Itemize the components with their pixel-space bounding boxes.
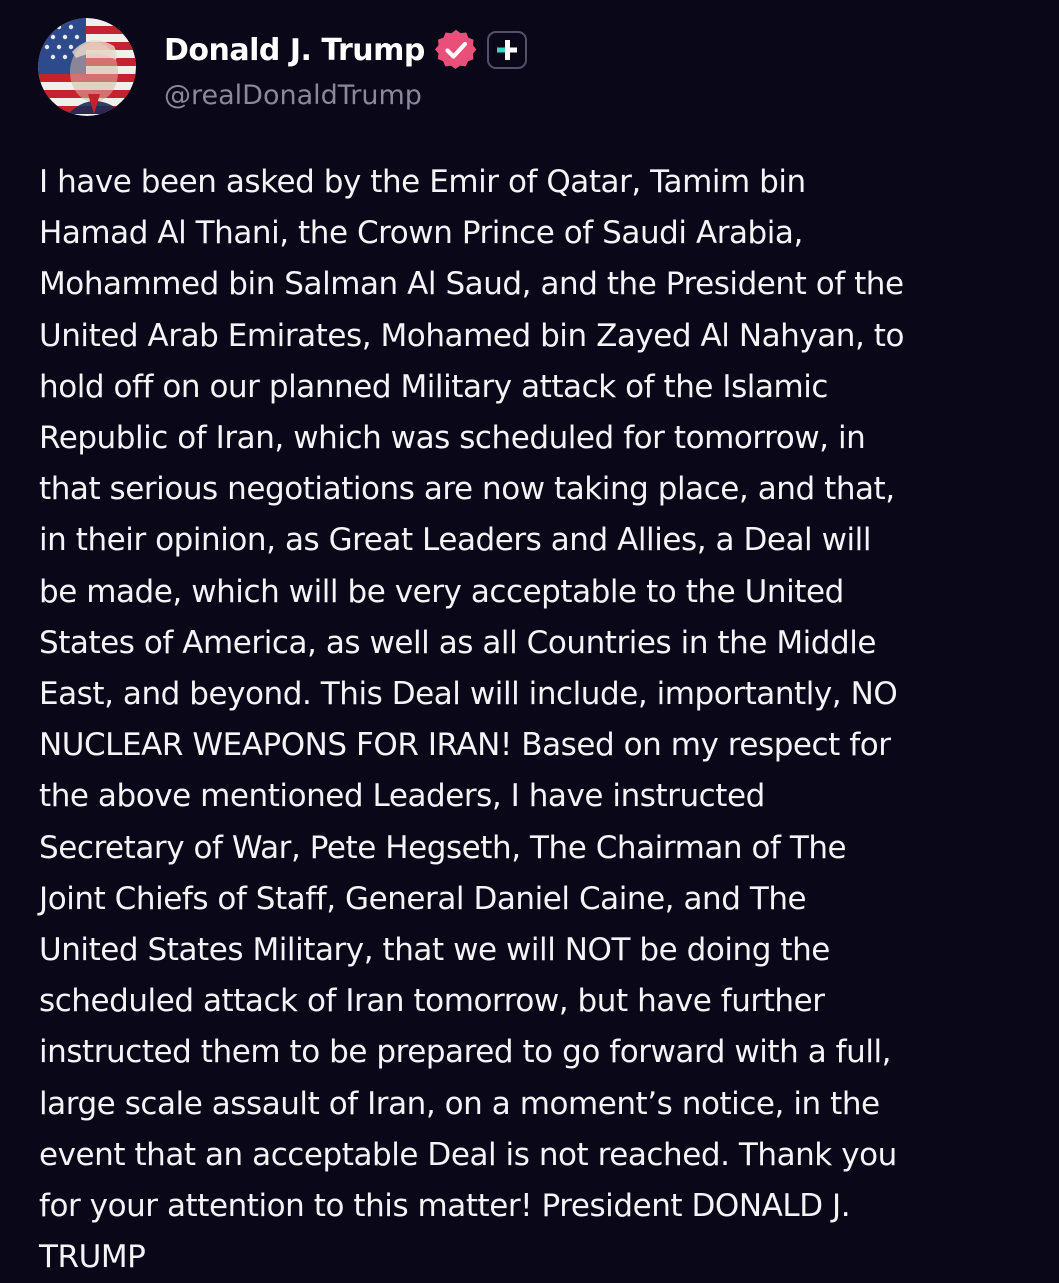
user-handle[interactable]: @realDonaldTrump <box>164 80 422 111</box>
plus-icon[interactable] <box>487 31 527 69</box>
name-row <box>164 28 527 72</box>
avatar-image <box>38 18 136 116</box>
display-name[interactable]: Donald J. Trump <box>164 32 425 68</box>
post-header <box>38 18 1018 118</box>
post-text: I have been asked by the Emir of Qatar, Tamim bin Hamad Al Thani, the Crown Prince of Saudi Arabia, Mohammed bin Salman Al Saud, and the President of the United Arab Emirates, Mohamed bin Zayed Al Nahyan, to hold off on our planned Military attack of the Islamic Republic of Iran, which was scheduled for tomorrow, in that serious negotiations are now taking place, and that, in their opinion, as Great Leaders and Allies, a Deal will be made, which will be very acceptable to the United States of America, as well as all Countries in the Middle East, and beyond. This Deal will include, importantly, NO NUCLEAR WEAPONS FOR IRAN! Based on my respect for the above mentioned Leaders, I have instructed Secretary of War, Pete Hegseth, The Chairman of The Joint Chiefs of Staff, General Daniel Caine, and The United States Military, that we will NOT be doing the scheduled attack of Iran tomorrow, but have further instructed them to be prepared to go forward with a full, large scale assault of Iran, on a moment’s notice, in the event that an acceptable Deal is not reached. Thank you for your attention to this matter! President DONALD J. TRUMP <box>39 164 905 1276</box>
avatar[interactable] <box>38 18 136 116</box>
verified-badge-icon <box>435 29 477 71</box>
